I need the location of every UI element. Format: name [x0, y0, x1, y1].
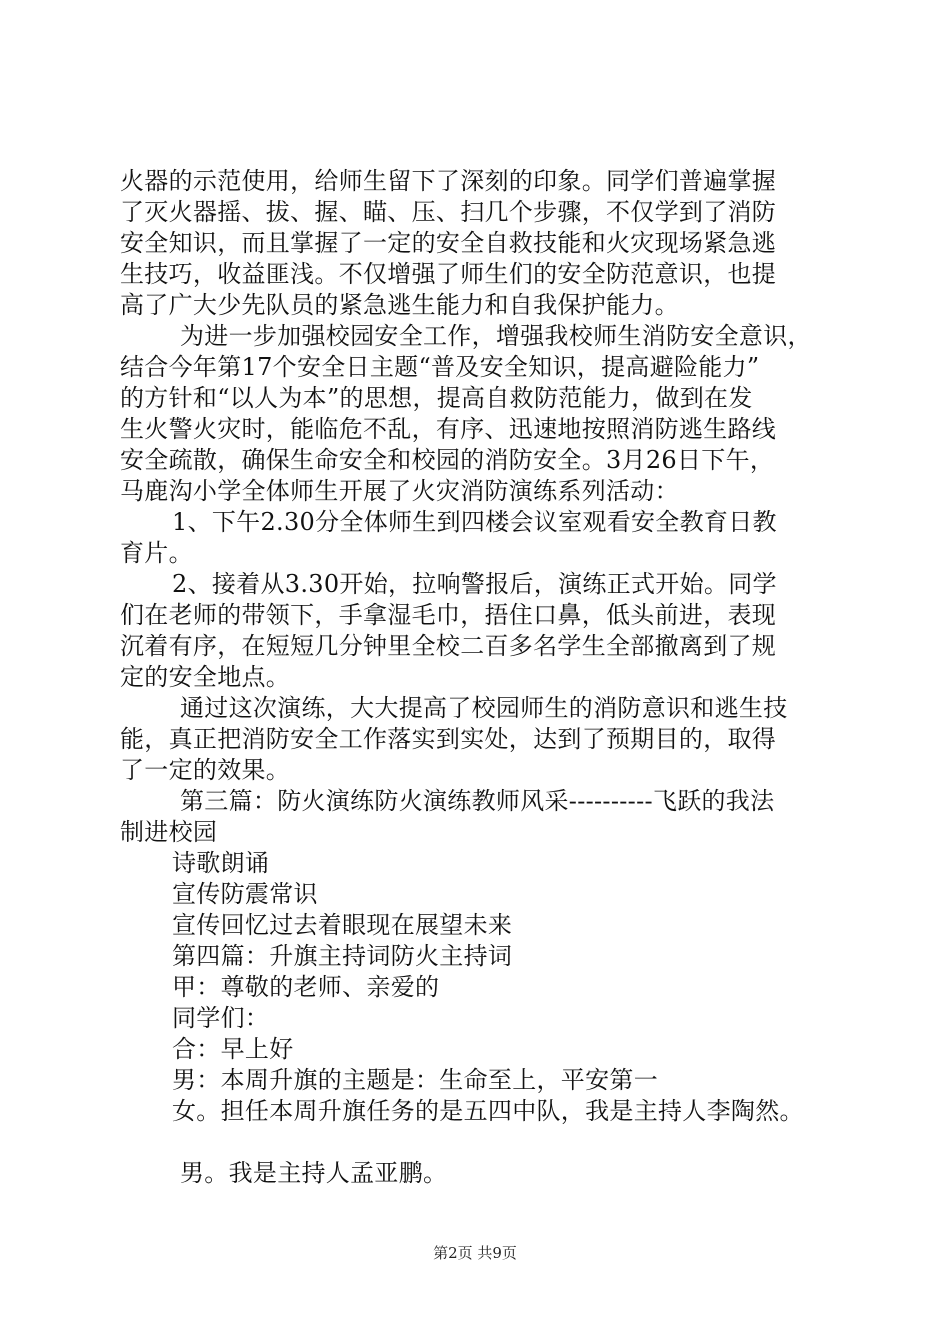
text-line: 安全疏散，确保生命安全和校园的消防安全。3月26日下午， [120, 446, 775, 474]
text-line: 合：早上好 [172, 1035, 294, 1063]
text-line: 的方针和“以人为本”的思想，提高自救防范能力，做到在发 [120, 384, 753, 412]
text-line: 女。担任本周升旗任务的是五四中队，我是主持人李陶然。 [172, 1097, 804, 1125]
text-line: 安全知识，而且掌握了一定的安全自救技能和火灾现场紧急逃 [120, 229, 777, 257]
text-line: 男。我是主持人孟亚鹏。 [180, 1159, 448, 1187]
text-line: 们在老师的带领下，手拿湿毛巾，捂住口鼻，低头前进，表现 [120, 601, 777, 629]
text-line: 宣传防震常识 [172, 880, 318, 908]
text-line: 能，真正把消防安全工作落实到实处，达到了预期目的，取得 [120, 725, 777, 753]
document-body [120, 166, 836, 1189]
text-line: 定的安全地点。 [120, 663, 291, 691]
text-line: 了一定的效果。 [120, 756, 291, 784]
text-line: 诗歌朗诵 [172, 849, 270, 877]
text-line: 男：本周升旗的主题是：生命至上，平安第一 [172, 1066, 658, 1094]
text-line: 甲：尊敬的老师、亲爱的 [172, 973, 440, 1001]
text-line: 结合今年第17个安全日主题“普及安全知识，提高避险能力” [120, 353, 760, 381]
text-line: 马鹿沟小学全体师生开展了火灾消防演练系列活动： [120, 477, 679, 505]
text-line: 育片。 [120, 539, 193, 567]
paragraph-start-line: 通过这次演练，大大提高了校园师生的消防意识和逃生技 [180, 694, 788, 722]
page-footer: 第2页 共9页 [433, 1244, 517, 1262]
text-line: 生技巧，收益匪浅。不仅增强了师生们的安全防范意识，也提 [120, 260, 777, 288]
list-item-line: 1、下午2.30分全体师生到四楼会议室观看安全教育日教 [172, 508, 777, 536]
text-line: 了灭火器摇、拔、握、瞄、压、扫几个步骤，不仅学到了消防 [120, 198, 777, 226]
text-line: 宣传回忆过去着眼现在展望未来 [172, 911, 513, 939]
section-heading-line: 第三篇：防火演练防火演练教师风采----------飞跃的我法 [180, 787, 775, 815]
text-line: 生火警火灾时，能临危不乱，有序、迅速地按照消防逃生路线 [120, 415, 777, 443]
paragraph-start-line: 为进一步加强校园安全工作，增强我校师生消防安全意识， [180, 322, 812, 350]
text-line: 同学们： [172, 1004, 270, 1032]
text-line: 制进校园 [120, 818, 218, 846]
text-line: 沉着有序，在短短几分钟里全校二百多名学生全部撤离到了规 [120, 632, 777, 660]
blank-line [120, 1127, 836, 1158]
text-line: 火器的示范使用，给师生留下了深刻的印象。同学们普遍掌握 [120, 167, 777, 195]
section-heading-line: 第四篇：升旗主持词防火主持词 [172, 942, 513, 970]
text-line: 高了广大少先队员的紧急逃生能力和自我保护能力。 [120, 291, 679, 319]
list-item-line: 2、接着从3.30开始，拉响警报后，演练正式开始。同学 [172, 570, 777, 598]
